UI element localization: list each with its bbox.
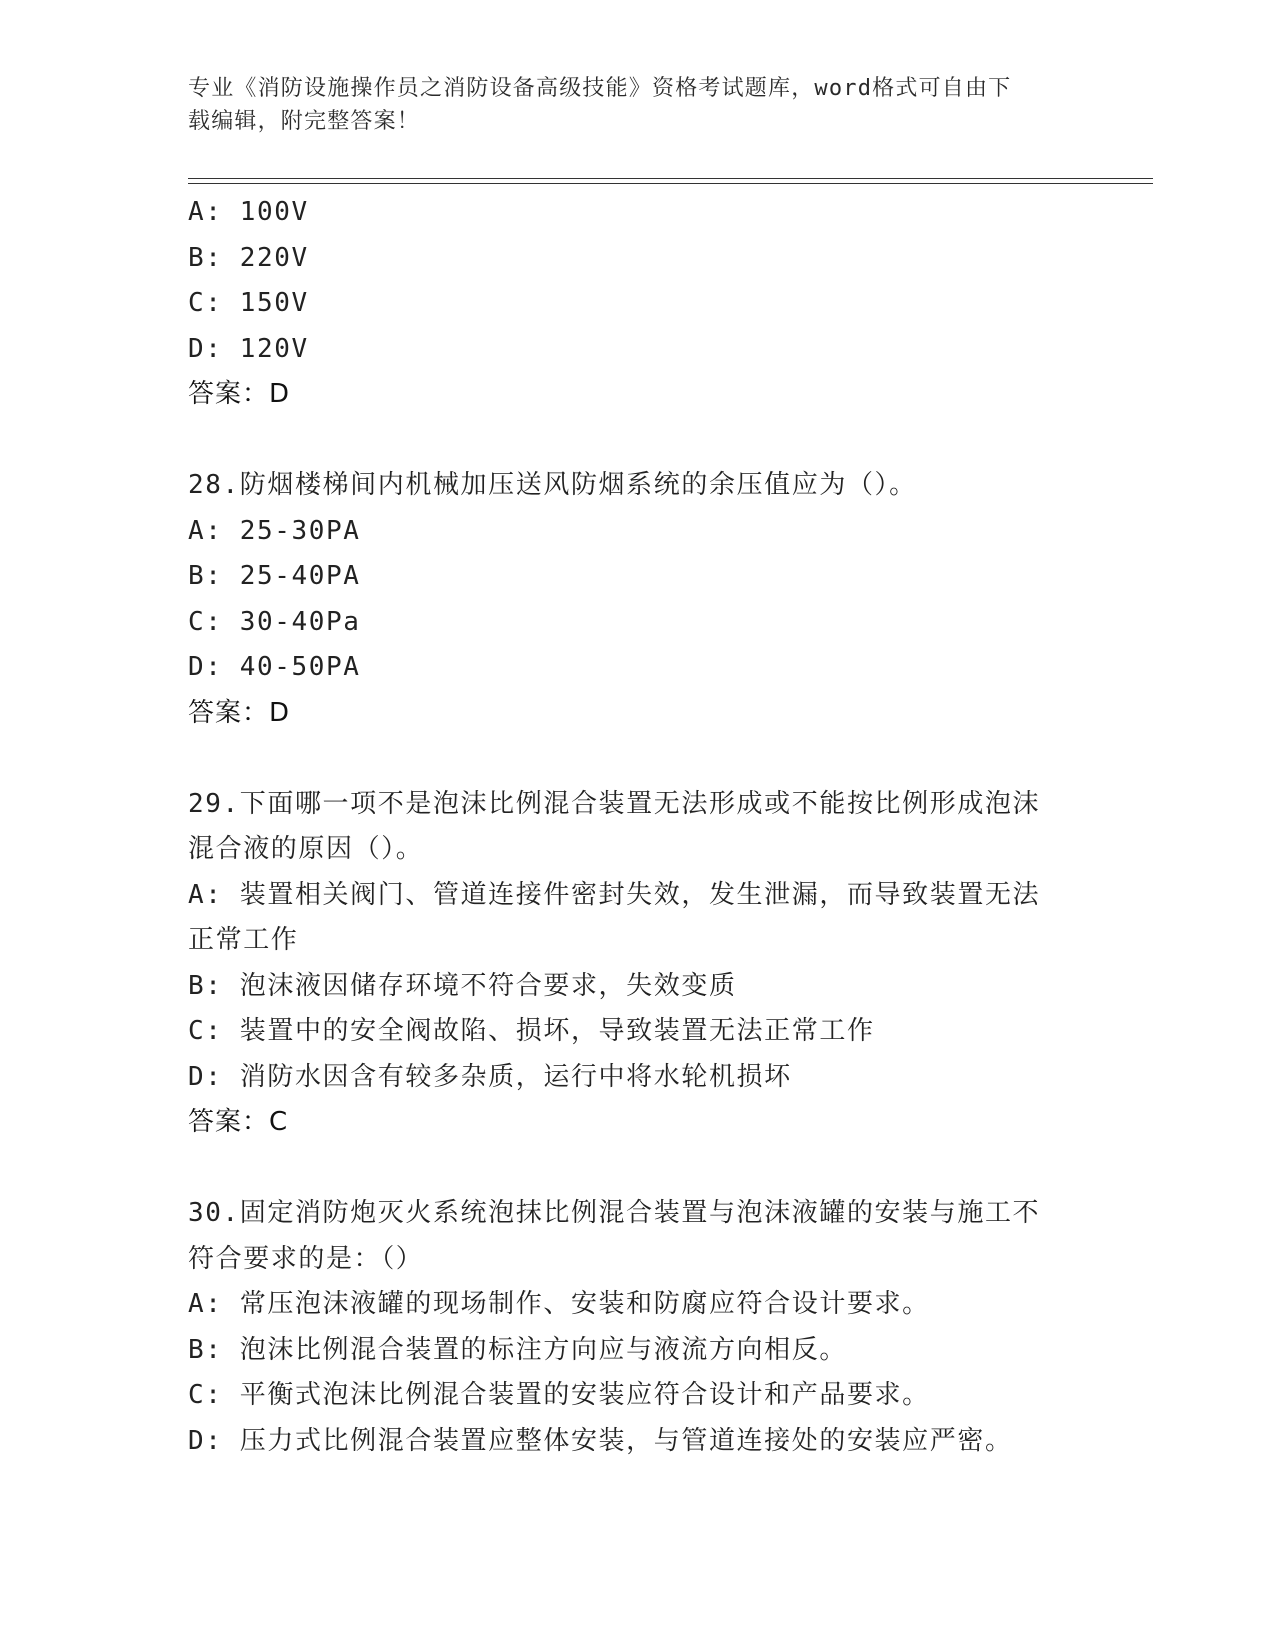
option-c: C: 装置中的安全阀故陷、损坏，导致装置无法正常工作 <box>188 1016 875 1046</box>
option-d: D: 120V <box>188 333 309 364</box>
option-b: B: 泡沫比例混合装置的标注方向应与液流方向相反。 <box>188 1334 847 1365</box>
option-a: A: 常压泡沫液罐的现场制作、安装和防腐应符合设计要求。 <box>188 1289 930 1319</box>
question-27 <box>188 190 1088 418</box>
answer-line: 答案：D <box>188 379 291 409</box>
option-d: D: 压力式比例混合装置应整体安装，与管道连接处的安装应严密。 <box>188 1425 1013 1456</box>
question-28 <box>188 463 1088 736</box>
option-c: C: 平衡式泡沫比例混合装置的安装应符合设计和产品要求。 <box>188 1380 930 1410</box>
answer-line: 答案：D <box>188 697 291 728</box>
option-d: D: 40-50PA <box>188 652 361 682</box>
option-c: C: 150V <box>188 288 309 318</box>
option-a: A: 100V <box>188 197 309 227</box>
option-c: C: 30-40Pa <box>188 606 361 637</box>
option-d: D: 消防水因含有较多杂质，运行中将水轮机损坏 <box>188 1061 792 1092</box>
header-line-2: 载编辑，附完整答案！ <box>188 109 421 134</box>
question-gap <box>188 1146 1088 1192</box>
question-stem: 29.下面哪一项不是泡沫比例混合装置无法形成或不能按比例形成泡沫 <box>188 788 1041 819</box>
question-stem-continued: 符合要求的是：（） <box>188 1243 424 1274</box>
header-line-1: 专业《消防设施操作员之消防设备高级技能》资格考试题库，word格式可自由下 <box>188 76 1012 101</box>
header-rule-bottom <box>188 183 1153 184</box>
option-b: B: 25-40PA <box>188 561 361 591</box>
option-b: B: 220V <box>188 242 309 273</box>
question-stem-continued: 混合液的原因（）。 <box>188 834 424 864</box>
question-stem: 30.固定消防炮灭火系统泡抹比例混合装置与泡沫液罐的安装与施工不 <box>188 1198 1041 1228</box>
header-rule-top <box>188 178 1153 179</box>
option-a: A: 装置相关阀门、管道连接件密封失效，发生泄漏，而导致装置无法 <box>188 879 1041 910</box>
question-gap <box>188 418 1088 464</box>
question-list <box>188 190 1088 1464</box>
question-30 <box>188 1191 1088 1464</box>
question-gap <box>188 736 1088 782</box>
question-29 <box>188 782 1088 1146</box>
answer-line: 答案：C <box>188 1107 289 1137</box>
option-a: A: 25-30PA <box>188 515 361 546</box>
option-b: B: 泡沫液因储存环境不符合要求，失效变质 <box>188 970 737 1001</box>
page-header <box>188 72 1088 138</box>
question-stem: 28.防烟楼梯间内机械加压送风防烟系统的余压值应为（）。 <box>188 470 917 500</box>
option-a-continued: 正常工作 <box>188 925 299 955</box>
